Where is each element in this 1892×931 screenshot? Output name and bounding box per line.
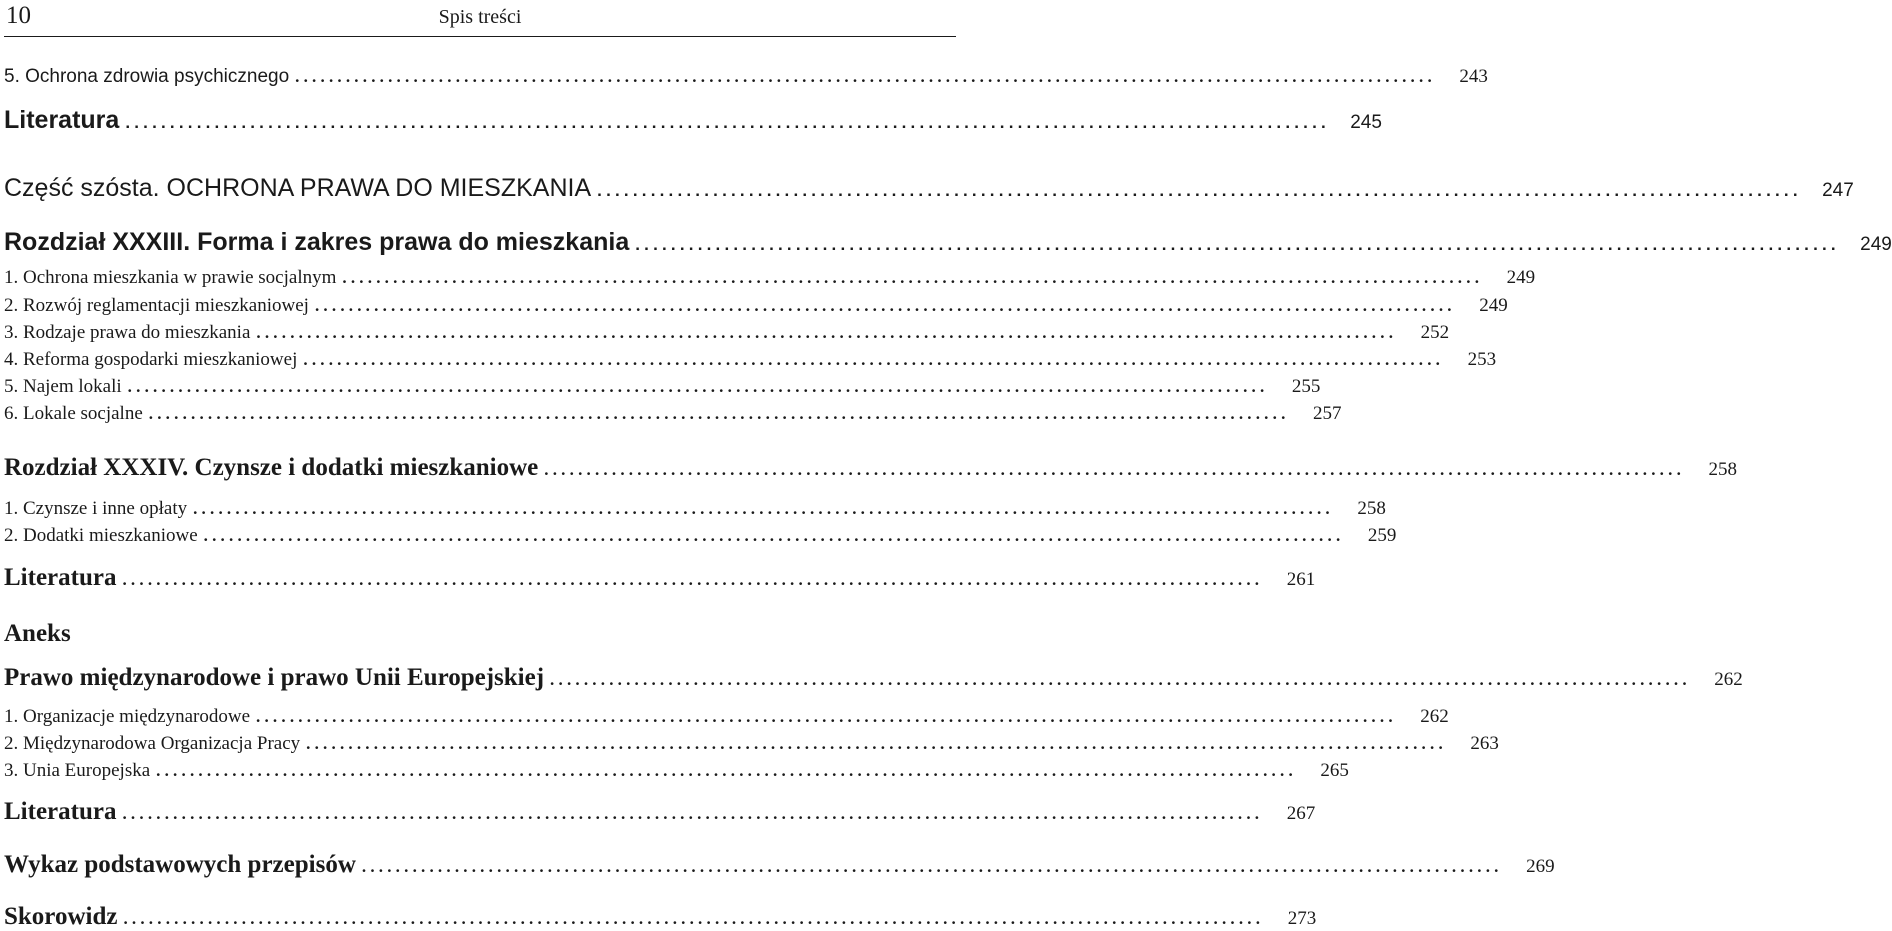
toc-entry-page: 252 xyxy=(1420,322,1450,343)
toc-entry[interactable] xyxy=(4,403,1342,425)
aneks-heading: Aneks xyxy=(4,620,71,647)
leader-dots: ....................................................................................................................................... xyxy=(156,761,1297,780)
toc-chapter-entry[interactable] xyxy=(4,228,1892,257)
page-number: 10 xyxy=(6,2,31,29)
toc-entry-label: Skorowidz xyxy=(4,903,118,930)
leader-dots: ....................................................................................................................................... xyxy=(597,181,1802,200)
toc-entry-label: Rozdział XXXIV. Czynsze i dodatki mieszkaniowe xyxy=(4,454,539,481)
leader-dots: ....................................................................................................................................... xyxy=(635,235,1840,254)
leader-dots: ....................................................................................................................................... xyxy=(203,526,1345,545)
toc-entry[interactable] xyxy=(4,376,1321,398)
toc-entry-label: 2. Międzynarodowa Organizacja Pracy xyxy=(4,733,301,754)
toc-entry-page: 245 xyxy=(1350,112,1382,133)
leader-dots: ....................................................................................................................................... xyxy=(544,460,1686,479)
toc-entry[interactable] xyxy=(4,851,1555,879)
toc-entry-page: 249 xyxy=(1479,295,1508,316)
toc-entry-page: 262 xyxy=(1420,706,1449,727)
leader-dots: ....................................................................................................................................... xyxy=(314,296,1456,315)
leader-dots: ....................................................................................................................................... xyxy=(306,734,1447,753)
leader-dots: ....................................................................................................................................... xyxy=(342,268,1484,287)
toc-entry-label: 1. Czynsze i inne opłaty xyxy=(4,498,188,519)
toc-entry-label: 1. Ochrona mieszkania w prawie socjalnym xyxy=(4,267,337,288)
leader-dots: ....................................................................................................................................... xyxy=(256,707,1397,726)
leader-dots: ....................................................................................................................................... xyxy=(295,67,1436,86)
toc-entry-label: 5. Najem lokali xyxy=(4,376,122,397)
toc-entry-label: 2. Rozwój reglamentacji mieszkaniowej xyxy=(4,295,309,316)
toc-chapter-entry[interactable] xyxy=(4,454,1738,482)
leader-dots: ....................................................................................................................................... xyxy=(361,857,1503,876)
toc-entry[interactable] xyxy=(4,322,1450,344)
toc-entry-label: 6. Lokale socjalne xyxy=(4,403,143,424)
toc-entry-label: Literatura xyxy=(4,798,117,825)
toc-entry-label: 4. Reforma gospodarki mieszkaniowej xyxy=(4,349,298,370)
toc-entry-label: Prawo międzynarodowe i prawo Unii Europejskiej xyxy=(4,664,545,691)
leader-dots: ....................................................................................................................................... xyxy=(122,570,1264,589)
toc-entry-page: 262 xyxy=(1714,669,1743,690)
toc-entry-page: 255 xyxy=(1291,376,1321,397)
toc-entry[interactable] xyxy=(4,706,1449,728)
toc-entry[interactable] xyxy=(4,295,1508,317)
toc-entry-page: 261 xyxy=(1286,569,1316,590)
leader-dots: ....................................................................................................................................... xyxy=(148,404,1290,423)
toc-entry-page: 267 xyxy=(1286,803,1316,824)
leader-dots: ....................................................................................................................................... xyxy=(127,377,1269,396)
toc-entry-label: Literatura xyxy=(4,106,120,134)
toc-entry[interactable] xyxy=(4,733,1499,755)
toc-entry-label: Literatura xyxy=(4,564,117,591)
leader-dots: ....................................................................................................................................... xyxy=(125,113,1330,132)
toc-entry-page: 273 xyxy=(1287,908,1317,929)
toc-entry-label: 2. Dodatki mieszkaniowe xyxy=(4,525,198,546)
toc-entry-page: 265 xyxy=(1320,760,1349,781)
toc-entry[interactable] xyxy=(4,760,1349,782)
toc-chapter-entry[interactable] xyxy=(4,664,1743,692)
toc-entry[interactable] xyxy=(4,106,1382,135)
toc-entry-label: Wykaz podstawowych przepisów xyxy=(4,851,356,878)
toc-entry[interactable] xyxy=(4,498,1386,520)
toc-entry[interactable] xyxy=(4,903,1317,931)
toc-entry-label: 3. Unia Europejska xyxy=(4,760,151,781)
toc-entry-label: Część szósta. OCHRONA PRAWA DO MIESZKANIA xyxy=(4,174,592,202)
toc-entry-page: 258 xyxy=(1357,498,1386,519)
toc-entry-page: 243 xyxy=(1459,66,1488,87)
toc-entry[interactable] xyxy=(4,564,1316,592)
toc-entry-page: 269 xyxy=(1526,856,1555,877)
running-header xyxy=(4,0,956,37)
toc-entry[interactable] xyxy=(4,267,1536,289)
toc-entry[interactable] xyxy=(4,349,1497,371)
toc-entry-page: 247 xyxy=(1822,180,1854,201)
toc-entry-page: 253 xyxy=(1467,349,1497,370)
leader-dots: ....................................................................................................................................... xyxy=(122,804,1264,823)
toc-entry[interactable] xyxy=(4,66,1488,88)
leader-dots: ....................................................................................................................................... xyxy=(550,670,1691,689)
toc-entry-label: 3. Rodzaje prawa do mieszkania xyxy=(4,322,251,343)
toc-entry-label: Rozdział XXXIII. Forma i zakres prawa do mieszkania xyxy=(4,228,630,256)
toc-entry[interactable] xyxy=(4,798,1316,826)
leader-dots: ....................................................................................................................................... xyxy=(256,323,1398,342)
leader-dots: ....................................................................................................................................... xyxy=(303,350,1445,369)
toc-part-entry[interactable] xyxy=(4,174,1854,203)
toc-entry[interactable] xyxy=(4,525,1397,547)
toc-entry-page: 249 xyxy=(1860,234,1892,255)
toc-entry-page: 258 xyxy=(1708,459,1738,480)
toc-entry-label: 1. Organizacje międzynarodowe xyxy=(4,706,251,727)
leader-dots: ....................................................................................................................................... xyxy=(193,499,1334,518)
toc-entry-page: 257 xyxy=(1313,403,1342,424)
toc-entry-page: 249 xyxy=(1506,267,1536,288)
toc-entry-page: 263 xyxy=(1470,733,1499,754)
leader-dots: ....................................................................................................................................... xyxy=(123,909,1265,928)
toc-entry-label: 5. Ochrona zdrowia psychicznego xyxy=(4,66,290,87)
toc-entry-page: 259 xyxy=(1367,525,1397,546)
running-title: Spis treści xyxy=(438,6,522,28)
